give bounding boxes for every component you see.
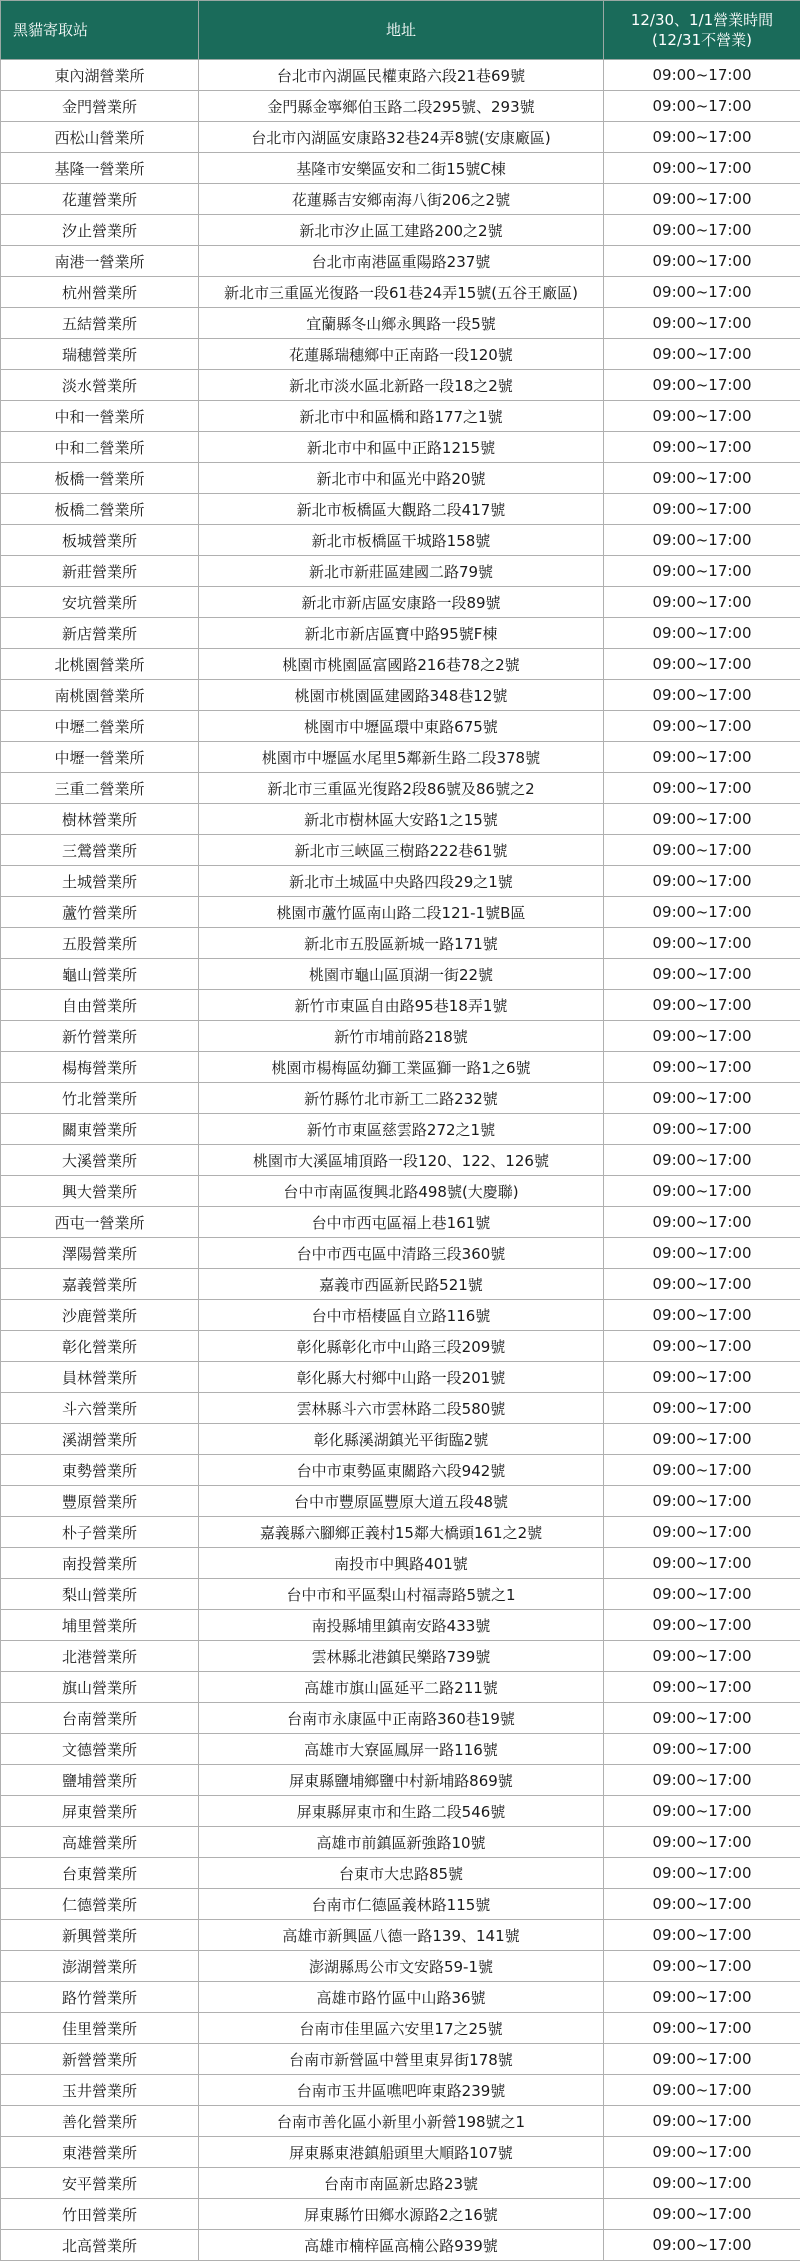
address-cell: 新北市中和區橋和路177之1號 [199, 401, 604, 432]
table-row [1, 1734, 800, 1765]
table-row [1, 928, 800, 959]
station-name-cell: 沙鹿營業所 [1, 1300, 199, 1331]
table-row [1, 897, 800, 928]
address-cell: 南投縣埔里鎮南安路433號 [199, 1610, 604, 1641]
hours-cell: 09:00~17:00 [604, 494, 800, 525]
address-cell: 台南市南區新忠路23號 [199, 2168, 604, 2199]
hours-cell: 09:00~17:00 [604, 742, 800, 773]
station-name-cell: 西屯一營業所 [1, 1207, 199, 1238]
station-name-cell: 東港營業所 [1, 2137, 199, 2168]
hours-cell: 09:00~17:00 [604, 1765, 800, 1796]
hours-cell: 09:00~17:00 [604, 990, 800, 1021]
table-row [1, 308, 800, 339]
station-name-cell: 土城營業所 [1, 866, 199, 897]
address-cell: 新北市樹林區大安路1之15號 [199, 804, 604, 835]
table-row [1, 122, 800, 153]
station-name-cell: 朴子營業所 [1, 1517, 199, 1548]
station-name-cell: 龜山營業所 [1, 959, 199, 990]
table-row [1, 2044, 800, 2075]
station-name-cell: 員林營業所 [1, 1362, 199, 1393]
station-name-cell: 佳里營業所 [1, 2013, 199, 2044]
hours-cell: 09:00~17:00 [604, 215, 800, 246]
table-row [1, 649, 800, 680]
table-row [1, 711, 800, 742]
hours-cell: 09:00~17:00 [604, 897, 800, 928]
station-name-cell: 旗山營業所 [1, 1672, 199, 1703]
hours-cell: 09:00~17:00 [604, 680, 800, 711]
table-row [1, 432, 800, 463]
table-row [1, 1145, 800, 1176]
address-cell: 屏東縣東港鎮船頭里大順路107號 [199, 2137, 604, 2168]
hours-cell: 09:00~17:00 [604, 1207, 800, 1238]
station-name-cell: 東內湖營業所 [1, 60, 199, 91]
table-row [1, 153, 800, 184]
table-row [1, 1858, 800, 1889]
table-row [1, 1393, 800, 1424]
address-cell: 新北市中和區中正路1215號 [199, 432, 604, 463]
header-hours-line2: (12/31不營業) [652, 31, 752, 49]
address-cell: 新竹市埔前路218號 [199, 1021, 604, 1052]
station-name-cell: 五結營業所 [1, 308, 199, 339]
hours-cell: 09:00~17:00 [604, 432, 800, 463]
station-name-cell: 屏東營業所 [1, 1796, 199, 1827]
table-row [1, 556, 800, 587]
address-cell: 新北市板橋區干城路158號 [199, 525, 604, 556]
table-row [1, 1176, 800, 1207]
table-row [1, 1765, 800, 1796]
address-cell: 桃園市中壢區水尾里5鄰新生路二段378號 [199, 742, 604, 773]
station-name-cell: 高雄營業所 [1, 1827, 199, 1858]
address-cell: 嘉義市西區新民路521號 [199, 1269, 604, 1300]
hours-cell: 09:00~17:00 [604, 2106, 800, 2137]
table-row [1, 1672, 800, 1703]
table-row [1, 2199, 800, 2230]
hours-cell: 09:00~17:00 [604, 1424, 800, 1455]
hours-cell: 09:00~17:00 [604, 60, 800, 91]
address-cell: 高雄市旗山區延平二路211號 [199, 1672, 604, 1703]
table-row [1, 370, 800, 401]
table-row [1, 835, 800, 866]
address-cell: 彰化縣彰化市中山路三段209號 [199, 1331, 604, 1362]
station-name-cell: 竹北營業所 [1, 1083, 199, 1114]
address-cell: 彰化縣溪湖鎮光平街臨2號 [199, 1424, 604, 1455]
station-name-cell: 樹林營業所 [1, 804, 199, 835]
address-cell: 高雄市路竹區中山路36號 [199, 1982, 604, 2013]
station-name-cell: 新店營業所 [1, 618, 199, 649]
hours-cell: 09:00~17:00 [604, 1052, 800, 1083]
hours-cell: 09:00~17:00 [604, 928, 800, 959]
station-name-cell: 溪湖營業所 [1, 1424, 199, 1455]
station-name-cell: 埔里營業所 [1, 1610, 199, 1641]
hours-cell: 09:00~17:00 [604, 525, 800, 556]
address-cell: 桃園市中壢區環中東路675號 [199, 711, 604, 742]
table-row [1, 587, 800, 618]
station-name-cell: 基隆一營業所 [1, 153, 199, 184]
hours-cell: 09:00~17:00 [604, 1269, 800, 1300]
hours-cell: 09:00~17:00 [604, 835, 800, 866]
hours-cell: 09:00~17:00 [604, 2044, 800, 2075]
station-name-cell: 豐原營業所 [1, 1486, 199, 1517]
table-row [1, 1083, 800, 1114]
station-name-cell: 蘆竹營業所 [1, 897, 199, 928]
hours-cell: 09:00~17:00 [604, 618, 800, 649]
table-row [1, 1982, 800, 2013]
hours-cell: 09:00~17:00 [604, 1114, 800, 1145]
station-name-cell: 金門營業所 [1, 91, 199, 122]
address-cell: 桃園市楊梅區幼獅工業區獅一路1之6號 [199, 1052, 604, 1083]
hours-cell: 09:00~17:00 [604, 773, 800, 804]
hours-cell: 09:00~17:00 [604, 556, 800, 587]
address-cell: 新北市三重區光復路一段61巷24弄15號(五谷王廠區) [199, 277, 604, 308]
hours-cell: 09:00~17:00 [604, 1703, 800, 1734]
station-name-cell: 汐止營業所 [1, 215, 199, 246]
hours-cell: 09:00~17:00 [604, 1300, 800, 1331]
table-row [1, 525, 800, 556]
station-name-cell: 新興營業所 [1, 1920, 199, 1951]
station-name-cell: 新竹營業所 [1, 1021, 199, 1052]
station-name-cell: 澎湖營業所 [1, 1951, 199, 1982]
station-name-cell: 中壢一營業所 [1, 742, 199, 773]
station-name-cell: 北桃園營業所 [1, 649, 199, 680]
address-cell: 桃園市龜山區頂湖一街22號 [199, 959, 604, 990]
address-cell: 高雄市前鎮區新強路10號 [199, 1827, 604, 1858]
address-cell: 雲林縣北港鎮民樂路739號 [199, 1641, 604, 1672]
hours-cell: 09:00~17:00 [604, 1579, 800, 1610]
hours-cell: 09:00~17:00 [604, 122, 800, 153]
station-name-cell: 鹽埔營業所 [1, 1765, 199, 1796]
table-row [1, 1641, 800, 1672]
table-row [1, 215, 800, 246]
hours-cell: 09:00~17:00 [604, 711, 800, 742]
table-row [1, 1951, 800, 1982]
hours-cell: 09:00~17:00 [604, 401, 800, 432]
table-row [1, 1548, 800, 1579]
table-row [1, 1424, 800, 1455]
table-row [1, 1300, 800, 1331]
address-cell: 台南市新營區中營里東昇街178號 [199, 2044, 604, 2075]
hours-cell: 09:00~17:00 [604, 153, 800, 184]
address-cell: 屏東縣鹽埔鄉鹽中村新埔路869號 [199, 1765, 604, 1796]
hours-cell: 09:00~17:00 [604, 2013, 800, 2044]
hours-cell: 09:00~17:00 [604, 1548, 800, 1579]
hours-cell: 09:00~17:00 [604, 959, 800, 990]
hours-cell: 09:00~17:00 [604, 1393, 800, 1424]
hours-cell: 09:00~17:00 [604, 1951, 800, 1982]
address-cell: 高雄市楠梓區高楠公路939號 [199, 2230, 604, 2261]
hours-cell: 09:00~17:00 [604, 2199, 800, 2230]
address-cell: 桃園市桃園區富國路216巷78之2號 [199, 649, 604, 680]
hours-cell: 09:00~17:00 [604, 1486, 800, 1517]
station-name-cell: 中和二營業所 [1, 432, 199, 463]
hours-cell: 09:00~17:00 [604, 1796, 800, 1827]
hours-cell: 09:00~17:00 [604, 1238, 800, 1269]
table-row [1, 1579, 800, 1610]
address-cell: 台中市西屯區福上巷161號 [199, 1207, 604, 1238]
table-row [1, 1889, 800, 1920]
station-name-cell: 南投營業所 [1, 1548, 199, 1579]
address-cell: 新北市新店區寶中路95號F棟 [199, 618, 604, 649]
hours-cell: 09:00~17:00 [604, 1982, 800, 2013]
hours-cell: 09:00~17:00 [604, 1145, 800, 1176]
address-cell: 台南市永康區中正南路360巷19號 [199, 1703, 604, 1734]
hours-cell: 09:00~17:00 [604, 2168, 800, 2199]
table-row [1, 1920, 800, 1951]
table-row [1, 2075, 800, 2106]
hours-cell: 09:00~17:00 [604, 91, 800, 122]
hours-cell: 09:00~17:00 [604, 1858, 800, 1889]
hours-cell: 09:00~17:00 [604, 463, 800, 494]
station-name-cell: 嘉義營業所 [1, 1269, 199, 1300]
hours-cell: 09:00~17:00 [604, 587, 800, 618]
table-row [1, 1486, 800, 1517]
table-row [1, 91, 800, 122]
address-cell: 台東市大忠路85號 [199, 1858, 604, 1889]
station-name-cell: 新莊營業所 [1, 556, 199, 587]
address-cell: 台中市和平區梨山村福壽路5號之1 [199, 1579, 604, 1610]
table-row [1, 401, 800, 432]
address-cell: 雲林縣斗六市雲林路二段580號 [199, 1393, 604, 1424]
table-header-row [1, 1, 800, 60]
table-row [1, 618, 800, 649]
address-cell: 澎湖縣馬公市文安路59-1號 [199, 1951, 604, 1982]
station-name-cell: 東勢營業所 [1, 1455, 199, 1486]
address-cell: 台中市西屯區中清路三段360號 [199, 1238, 604, 1269]
address-cell: 金門縣金寧鄉伯玉路二段295號、293號 [199, 91, 604, 122]
hours-cell: 09:00~17:00 [604, 866, 800, 897]
hours-cell: 09:00~17:00 [604, 1827, 800, 1858]
station-name-cell: 玉井營業所 [1, 2075, 199, 2106]
table-row [1, 804, 800, 835]
table-row [1, 1455, 800, 1486]
table-row [1, 1021, 800, 1052]
address-cell: 屏東縣竹田鄉水源路2之16號 [199, 2199, 604, 2230]
table-row [1, 1207, 800, 1238]
table-row [1, 866, 800, 897]
station-name-cell: 彰化營業所 [1, 1331, 199, 1362]
table-row [1, 463, 800, 494]
hours-cell: 09:00~17:00 [604, 370, 800, 401]
hours-cell: 09:00~17:00 [604, 1610, 800, 1641]
station-name-cell: 斗六營業所 [1, 1393, 199, 1424]
table-row [1, 773, 800, 804]
station-name-cell: 杭州營業所 [1, 277, 199, 308]
address-cell: 台中市豐原區豐原大道五段48號 [199, 1486, 604, 1517]
station-name-cell: 板城營業所 [1, 525, 199, 556]
table-row [1, 60, 800, 91]
table-row [1, 2230, 800, 2261]
station-name-cell: 淡水營業所 [1, 370, 199, 401]
table-row [1, 1331, 800, 1362]
station-name-cell: 板橋二營業所 [1, 494, 199, 525]
hours-cell: 09:00~17:00 [604, 1176, 800, 1207]
hours-cell: 09:00~17:00 [604, 804, 800, 835]
address-cell: 桃園市桃園區建國路348巷12號 [199, 680, 604, 711]
station-name-cell: 自由營業所 [1, 990, 199, 1021]
table-row [1, 1269, 800, 1300]
address-cell: 台南市仁德區義林路115號 [199, 1889, 604, 1920]
hours-cell: 09:00~17:00 [604, 308, 800, 339]
station-name-cell: 花蓮營業所 [1, 184, 199, 215]
station-name-cell: 北高營業所 [1, 2230, 199, 2261]
address-cell: 花蓮縣吉安鄉南海八街206之2號 [199, 184, 604, 215]
address-cell: 新北市汐止區工建路200之2號 [199, 215, 604, 246]
address-cell: 新北市三峽區三樹路222巷61號 [199, 835, 604, 866]
station-name-cell: 西松山營業所 [1, 122, 199, 153]
station-name-cell: 台東營業所 [1, 1858, 199, 1889]
hours-cell: 09:00~17:00 [604, 649, 800, 680]
address-cell: 南投市中興路401號 [199, 1548, 604, 1579]
table-row [1, 680, 800, 711]
address-cell: 新北市五股區新城一路171號 [199, 928, 604, 959]
station-name-cell: 竹田營業所 [1, 2199, 199, 2230]
table-row [1, 246, 800, 277]
address-cell: 高雄市大寮區鳳屏一路116號 [199, 1734, 604, 1765]
address-cell: 新北市中和區光中路20號 [199, 463, 604, 494]
table-row [1, 959, 800, 990]
table-row [1, 277, 800, 308]
address-cell: 新竹市東區自由路95巷18弄1號 [199, 990, 604, 1021]
address-cell: 台北市內湖區安康路32巷24弄8號(安康廠區) [199, 122, 604, 153]
station-name-cell: 興大營業所 [1, 1176, 199, 1207]
table-row [1, 2013, 800, 2044]
table-row [1, 990, 800, 1021]
address-cell: 台南市佳里區六安里17之25號 [199, 2013, 604, 2044]
hours-cell: 09:00~17:00 [604, 184, 800, 215]
address-cell: 桃園市蘆竹區南山路二段121-1號B區 [199, 897, 604, 928]
header-address: 地址 [199, 1, 604, 60]
station-name-cell: 板橋一營業所 [1, 463, 199, 494]
station-name-cell: 楊梅營業所 [1, 1052, 199, 1083]
station-name-cell: 關東營業所 [1, 1114, 199, 1145]
station-name-cell: 中壢二營業所 [1, 711, 199, 742]
address-cell: 宜蘭縣冬山鄉永興路一段5號 [199, 308, 604, 339]
station-name-cell: 梨山營業所 [1, 1579, 199, 1610]
station-name-cell: 文德營業所 [1, 1734, 199, 1765]
table-row [1, 2137, 800, 2168]
hours-cell: 09:00~17:00 [604, 1331, 800, 1362]
station-name-cell: 安平營業所 [1, 2168, 199, 2199]
hours-cell: 09:00~17:00 [604, 1672, 800, 1703]
station-name-cell: 南港一營業所 [1, 246, 199, 277]
table-row [1, 1827, 800, 1858]
station-name-cell: 三重二營業所 [1, 773, 199, 804]
table-row [1, 1238, 800, 1269]
table-row [1, 742, 800, 773]
header-hours [604, 1, 800, 60]
address-cell: 嘉義縣六腳鄉正義村15鄰大橋頭161之2號 [199, 1517, 604, 1548]
table-row [1, 494, 800, 525]
table-row [1, 339, 800, 370]
station-name-cell: 新營營業所 [1, 2044, 199, 2075]
station-name-cell: 安坑營業所 [1, 587, 199, 618]
table-row [1, 2106, 800, 2137]
address-cell: 台中市梧棲區自立路116號 [199, 1300, 604, 1331]
hours-cell: 09:00~17:00 [604, 1083, 800, 1114]
hours-cell: 09:00~17:00 [604, 1455, 800, 1486]
station-name-cell: 北港營業所 [1, 1641, 199, 1672]
hours-cell: 09:00~17:00 [604, 1734, 800, 1765]
address-cell: 台南市善化區小新里小新營198號之1 [199, 2106, 604, 2137]
hours-cell: 09:00~17:00 [604, 1641, 800, 1672]
hours-cell: 09:00~17:00 [604, 1889, 800, 1920]
station-name-cell: 中和一營業所 [1, 401, 199, 432]
hours-cell: 09:00~17:00 [604, 2137, 800, 2168]
address-cell: 新北市淡水區北新路一段18之2號 [199, 370, 604, 401]
table-row [1, 1052, 800, 1083]
table-row [1, 2168, 800, 2199]
address-cell: 台南市玉井區噍吧哖東路239號 [199, 2075, 604, 2106]
station-name-cell: 路竹營業所 [1, 1982, 199, 2013]
address-cell: 新北市新莊區建國二路79號 [199, 556, 604, 587]
hours-cell: 09:00~17:00 [604, 246, 800, 277]
table-row [1, 1796, 800, 1827]
table-row [1, 1703, 800, 1734]
table-row [1, 1362, 800, 1393]
address-cell: 基隆市安樂區安和二街15號C棟 [199, 153, 604, 184]
station-name-cell: 仁德營業所 [1, 1889, 199, 1920]
hours-cell: 09:00~17:00 [604, 277, 800, 308]
address-cell: 花蓮縣瑞穗鄉中正南路一段120號 [199, 339, 604, 370]
station-name-cell: 大溪營業所 [1, 1145, 199, 1176]
address-cell: 台北市內湖區民權東路六段21巷69號 [199, 60, 604, 91]
address-cell: 台北市南港區重陽路237號 [199, 246, 604, 277]
table-row [1, 184, 800, 215]
station-name-cell: 南桃園營業所 [1, 680, 199, 711]
address-cell: 彰化縣大村鄉中山路一段201號 [199, 1362, 604, 1393]
address-cell: 屏東縣屏東市和生路二段546號 [199, 1796, 604, 1827]
hours-cell: 09:00~17:00 [604, 2230, 800, 2261]
address-cell: 台中市東勢區東關路六段942號 [199, 1455, 604, 1486]
address-cell: 台中市南區復興北路498號(大慶聯) [199, 1176, 604, 1207]
hours-cell: 09:00~17:00 [604, 2075, 800, 2106]
hours-cell: 09:00~17:00 [604, 1021, 800, 1052]
address-cell: 新北市板橋區大觀路二段417號 [199, 494, 604, 525]
header-station: 黑貓寄取站 [1, 1, 199, 60]
hours-cell: 09:00~17:00 [604, 1362, 800, 1393]
hours-cell: 09:00~17:00 [604, 1517, 800, 1548]
address-cell: 新北市三重區光復路2段86號及86號之2 [199, 773, 604, 804]
station-name-cell: 善化營業所 [1, 2106, 199, 2137]
station-name-cell: 五股營業所 [1, 928, 199, 959]
address-cell: 新北市土城區中央路四段29之1號 [199, 866, 604, 897]
address-cell: 新竹市東區慈雲路272之1號 [199, 1114, 604, 1145]
table-row [1, 1517, 800, 1548]
table-row [1, 1610, 800, 1641]
address-cell: 新竹縣竹北市新工二路232號 [199, 1083, 604, 1114]
hours-cell: 09:00~17:00 [604, 1920, 800, 1951]
table-row [1, 1114, 800, 1145]
hours-cell: 09:00~17:00 [604, 339, 800, 370]
station-name-cell: 瑞穗營業所 [1, 339, 199, 370]
station-name-cell: 台南營業所 [1, 1703, 199, 1734]
header-hours-line1: 12/30、1/1營業時間 [630, 11, 774, 29]
address-cell: 高雄市新興區八德一路139、141號 [199, 1920, 604, 1951]
address-cell: 新北市新店區安康路一段89號 [199, 587, 604, 618]
station-name-cell: 三鶯營業所 [1, 835, 199, 866]
station-name-cell: 澤陽營業所 [1, 1238, 199, 1269]
address-cell: 桃園市大溪區埔頂路一段120、122、126號 [199, 1145, 604, 1176]
